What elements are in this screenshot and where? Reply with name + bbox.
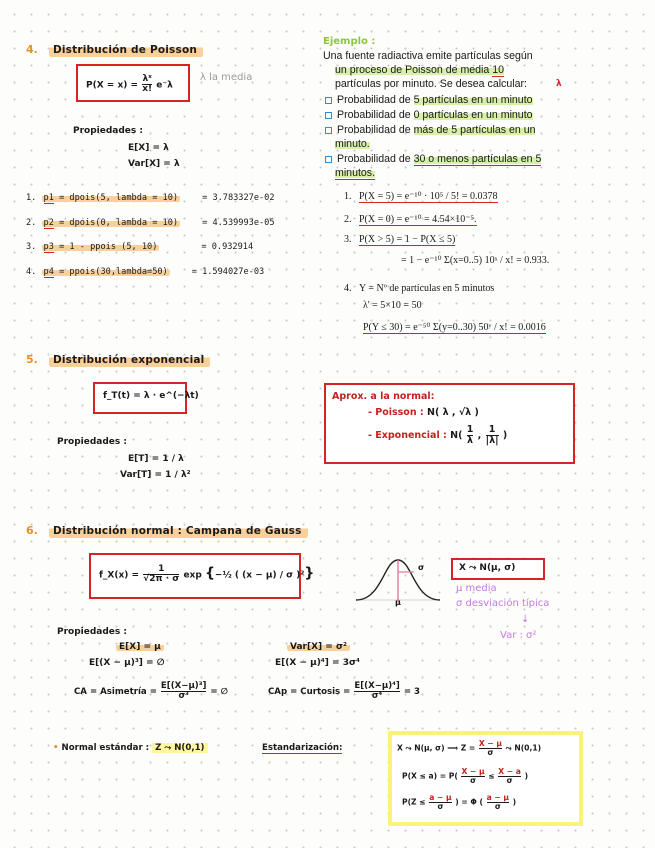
solution-2: 2. P(X = 0) = e⁻¹⁰ = 4.54×10⁻⁵. [344,214,477,225]
solution-3-cont: = 1 − e⁻¹⁰ Σ(x=0..5) 10ˣ / x! = 0.933. [401,255,550,266]
example-bullet: Probabilidad de 5 partículas en un minuto [325,94,533,106]
standardization-phi: P(Z ≤ $\frac{a - \mu}{\sigma}$ ) = Φ ( $\frac{a - \mu}{\sigma}$ ) [402,793,517,811]
example-text-line: un proceso de Poisson de media 10 [335,64,505,76]
formula-inner: −½ ( (x − μ) / σ )² [214,570,305,581]
code-line: 4. p4 = ppois(30,lambda=50) = 1.594027e-03 [26,267,265,277]
standardization-box [388,731,583,826]
formula-exp: exp [183,570,202,581]
third-central-moment: E[(X − μ)³] = ∅ [89,658,165,668]
approximation-poisson: - Poisson : N( λ , √λ ) [368,407,479,418]
exponential-formula: f_T(t) = λ · e^(−λt) [103,391,199,401]
normal-formula-box: f_X(x) = $\frac{1}{√2\pi \cdot \sigma}$ exp {−½ ( (x − μ) / σ )²} [89,553,301,599]
standard-normal: • Normal estándar : Z ⤳ N(0,1) [53,743,208,753]
distribution-notation: X ⤳ N(μ, σ) [459,563,516,573]
formula-lhs: f_X(x) = [99,570,140,581]
section-title: Distribución de Poisson [49,43,203,58]
example-bullet: Probabilidad de 30 o menos partículas en 5 [325,153,541,165]
normal-variance: Var[X] = σ² [287,642,350,652]
approximation-exponential: - Exponencial : N( $\frac{1}{\lambda}$ , $\frac{1}{|\lambda|}$ ) [368,424,508,446]
formula-coefficient: $\frac{1}{√2\pi \cdot \sigma}$ [143,564,180,585]
section-title: Distribución exponencial [49,353,211,368]
properties-label: Propiedades : [57,627,128,637]
formula-exp: e⁻λ [156,80,173,91]
bell-sigma-label: σ [418,563,425,572]
example-bullet: Probabilidad de 0 partículas en un minuto [325,109,533,121]
example-text-line: Una fuente radiactiva emite partículas según [323,50,533,62]
exponential-formula-box [93,382,199,414]
standardization-label: Estandarización: [262,743,343,753]
normal-expectation: E[X] = μ [116,642,164,652]
section-4-header [26,38,203,57]
normal-approximation-box [324,383,575,464]
example-bullet-cont: minuto. [335,138,370,150]
example-bullet-cont: minutos. [335,167,376,179]
solution-3: 3. P(X > 5) = 1 − P(X ≤ 5) [344,234,456,245]
example-text-line: partículas por minuto. Se desea calcular: [335,78,527,90]
section-6-header [26,519,308,538]
bell-mu-label: μ [395,598,401,607]
solution-4: 4. Y = Nº de partículas en 5 minutos [344,283,495,294]
code-line: 1. p1 = dpois(5, lambda = 10) = 3.783327e-02 [26,193,275,203]
standardization-rule: X ⤳ N(μ, σ) ⟹ Z = $\frac{X - \mu}{\sigma}$ ⤳ N(0,1) [397,739,542,757]
variance-meaning: Var : σ² [500,630,537,641]
lambda-annotation: λ [556,79,562,89]
approximation-title: Aprox. a la normal: [332,391,435,402]
properties-label: Propiedades : [57,437,128,447]
section-number: 6. [26,524,38,537]
asymmetry-formula: CA = Asimetría = $\frac{\text{E[(X−μ)³]}}{\text{σ³}}$ = ∅ [74,681,228,702]
example-bullet: Probabilidad de más de 5 partículas en un [325,124,535,136]
sigma-meaning: σ desviación típica [456,598,550,609]
properties-label: Propiedades : [73,126,144,136]
mu-meaning: μ media [456,583,497,594]
exponential-variance: Var[T] = 1 / λ² [120,470,191,480]
solution-1: 1. P(X = 5) = e⁻¹⁰ · 10⁵ / 5! = 0.0378 [344,191,498,202]
code-line: 3. p3 = 1 - ppois (5, 10) = 0.932914 [26,242,254,252]
fourth-central-moment: E[(X − μ)⁴] = 3σ⁴ [275,658,360,668]
formula-lhs: P(X = x) = [86,80,139,91]
section-number: 5. [26,353,38,366]
poisson-expectation: E[X] = λ [128,143,169,153]
section-5-header [26,348,210,367]
example-label: Ejemplo : [323,36,376,47]
standardization-probability: P(X ≤ a) = P( $\frac{X - \mu}{\sigma}$ ≤ $\frac{X - a}{\sigma}$ ) [402,767,529,785]
exponential-expectation: E[T] = 1 / λ [128,454,184,464]
solution-4-result: P(Y ≤ 30) = e⁻⁵⁰ Σ(y=0..30) 50ʸ / x! = 0.0016 [363,322,546,333]
solution-4-lambda: λ' = 5×10 = 50 [363,300,422,311]
kurtosis-formula: CAp = Curtosis = $\frac{\text{E[(X−μ)⁴]}}{\text{σ⁴}}$ = 3 [268,681,421,702]
poisson-formula-box [76,64,190,102]
normal-distribution-box [451,558,545,580]
section-number: 4. [26,43,38,56]
formula-fraction: $\frac{\text{λˣ}}{x!}$ [142,74,153,95]
section-title: Distribución normal : Campana de Gauss [49,524,308,539]
lambda-note: λ la media [200,72,253,83]
code-line: 2. p2 = dpois(0, lambda = 10) = 4.539993e-05 [26,218,275,228]
poisson-variance: Var[X] = λ [128,159,180,169]
down-arrow-icon: ↓ [521,614,530,625]
